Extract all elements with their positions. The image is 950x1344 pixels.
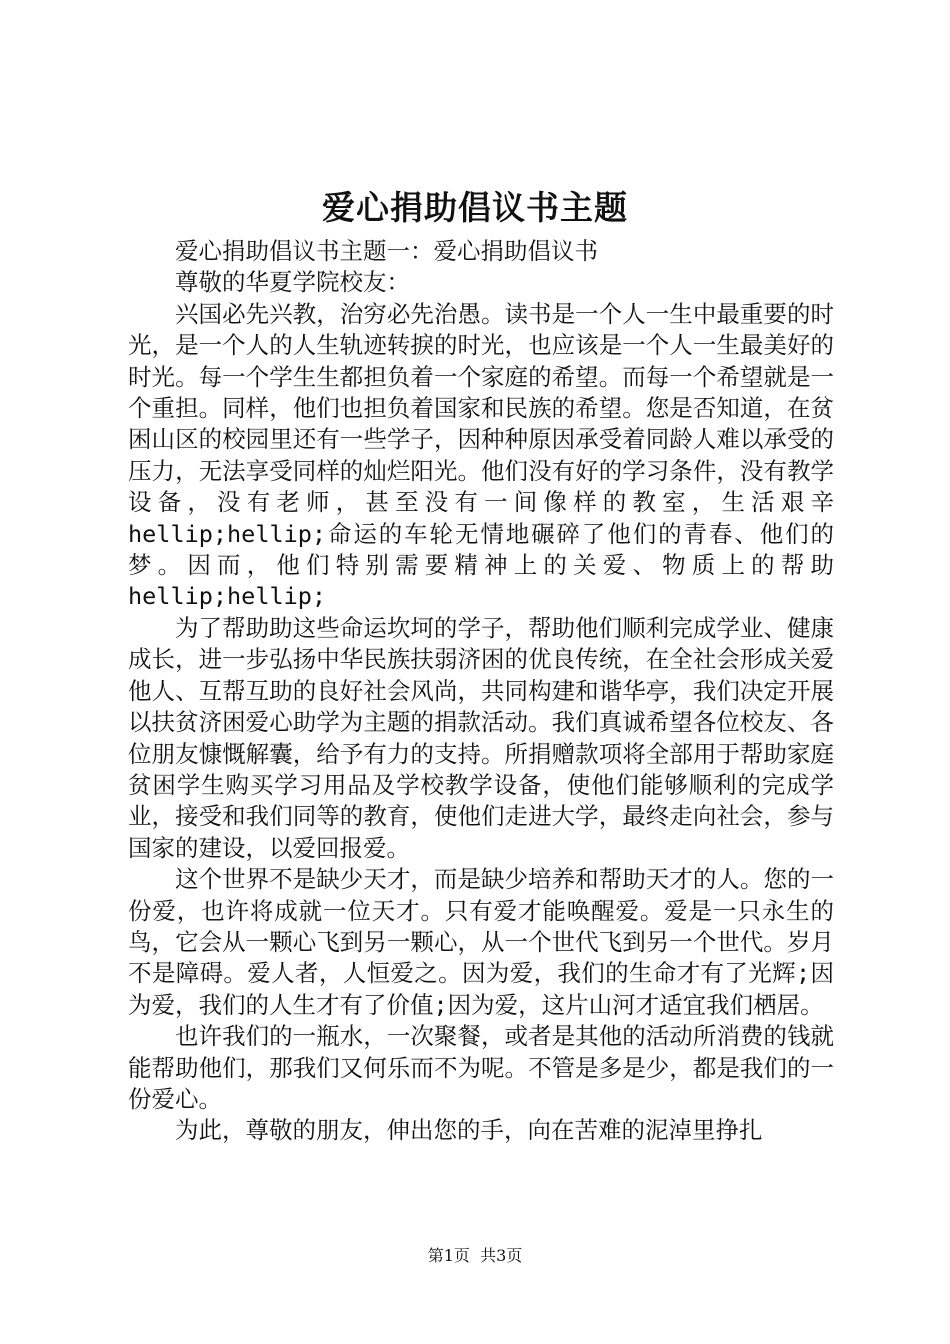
body-paragraph: 为此，尊敬的朋友，伸出您的手，向在苦难的泥淖里挣扎 [175,1116,763,1145]
page-footer [0,1244,950,1268]
section-heading: 爱心捐助倡议书主题一：爱心捐助倡议书 [175,237,598,265]
body-paragraph: 也许我们的一瓶水，一次聚餐，或者是其他的活动所消费的钱就能帮助他们，那我们又何乐而不为呢。不管是多是少，都是我们的一份爱心。 [128,1022,834,1113]
body-paragraph: 兴国必先兴教，治穷必先治愚。读书是一个人一生中最重要的时光，是一个人的人生轨迹转捩的时光，也应该是一个人一生最美好的时光。每一个学生生都担负着一个家庭的希望。而每一个希望就是一个重担。同样，他们也担负着国家和民族的希望。您是否知道，在贫困山区的校园里还有一些学子，因种种原因承受着同龄人难以承受的压力，无法享受同样的灿烂阳光。他们没有好的学习条件，没有教学设备，没有老师，甚至没有一间像样的教室，生活艰辛hellip;hellip;命运的车轮无情地碾碎了他们的青春、他们的梦。因而，他们特别需要精神上的关爱、物质上的帮助hellip;hellip; [128,299,834,611]
document-body [128,236,834,1147]
body-paragraph: 这个世界不是缺少天才，而是缺少培养和帮助天才的人。您的一份爱，也许将成就一位天才。只有爱才能唤醒爱。爱是一只永生的鸟，它会从一颗心飞到另一颗心，从一个世代飞到另一个世代。岁月不是障碍。爱人者，人恒爱之。因为爱，我们的生命才有了光辉;因为爱，我们的人生才有了价值;因为爱，这片山河才适宜我们栖居。 [128,865,834,1019]
document-title: 爱心捐助倡议书主题 [322,188,628,227]
page-number: 第1页 共3页 [427,1246,523,1265]
salutation: 尊敬的华夏学院校友： [175,268,410,297]
body-paragraph: 为了帮助助这些命运坎坷的学子，帮助他们顺利完成学业、健康成长，进一步弘扬中华民族扶弱济困的优良传统，在全社会形成关爱他人、互帮互助的良好社会风尚，共同构建和谐华亭，我们决定开展以扶贫济困爱心助学为主题的捐款活动。我们真诚希望各位校友、各位朋友慷慨解囊，给予有力的支持。所捐赠款项将全部用于帮助家庭贫困学生购买学习用品及学校教学设备，使他们能够顺利的完成学业，接受和我们同等的教育，使他们走进大学，最终走向社会，参与国家的建设，以爱回报爱。 [128,613,834,862]
